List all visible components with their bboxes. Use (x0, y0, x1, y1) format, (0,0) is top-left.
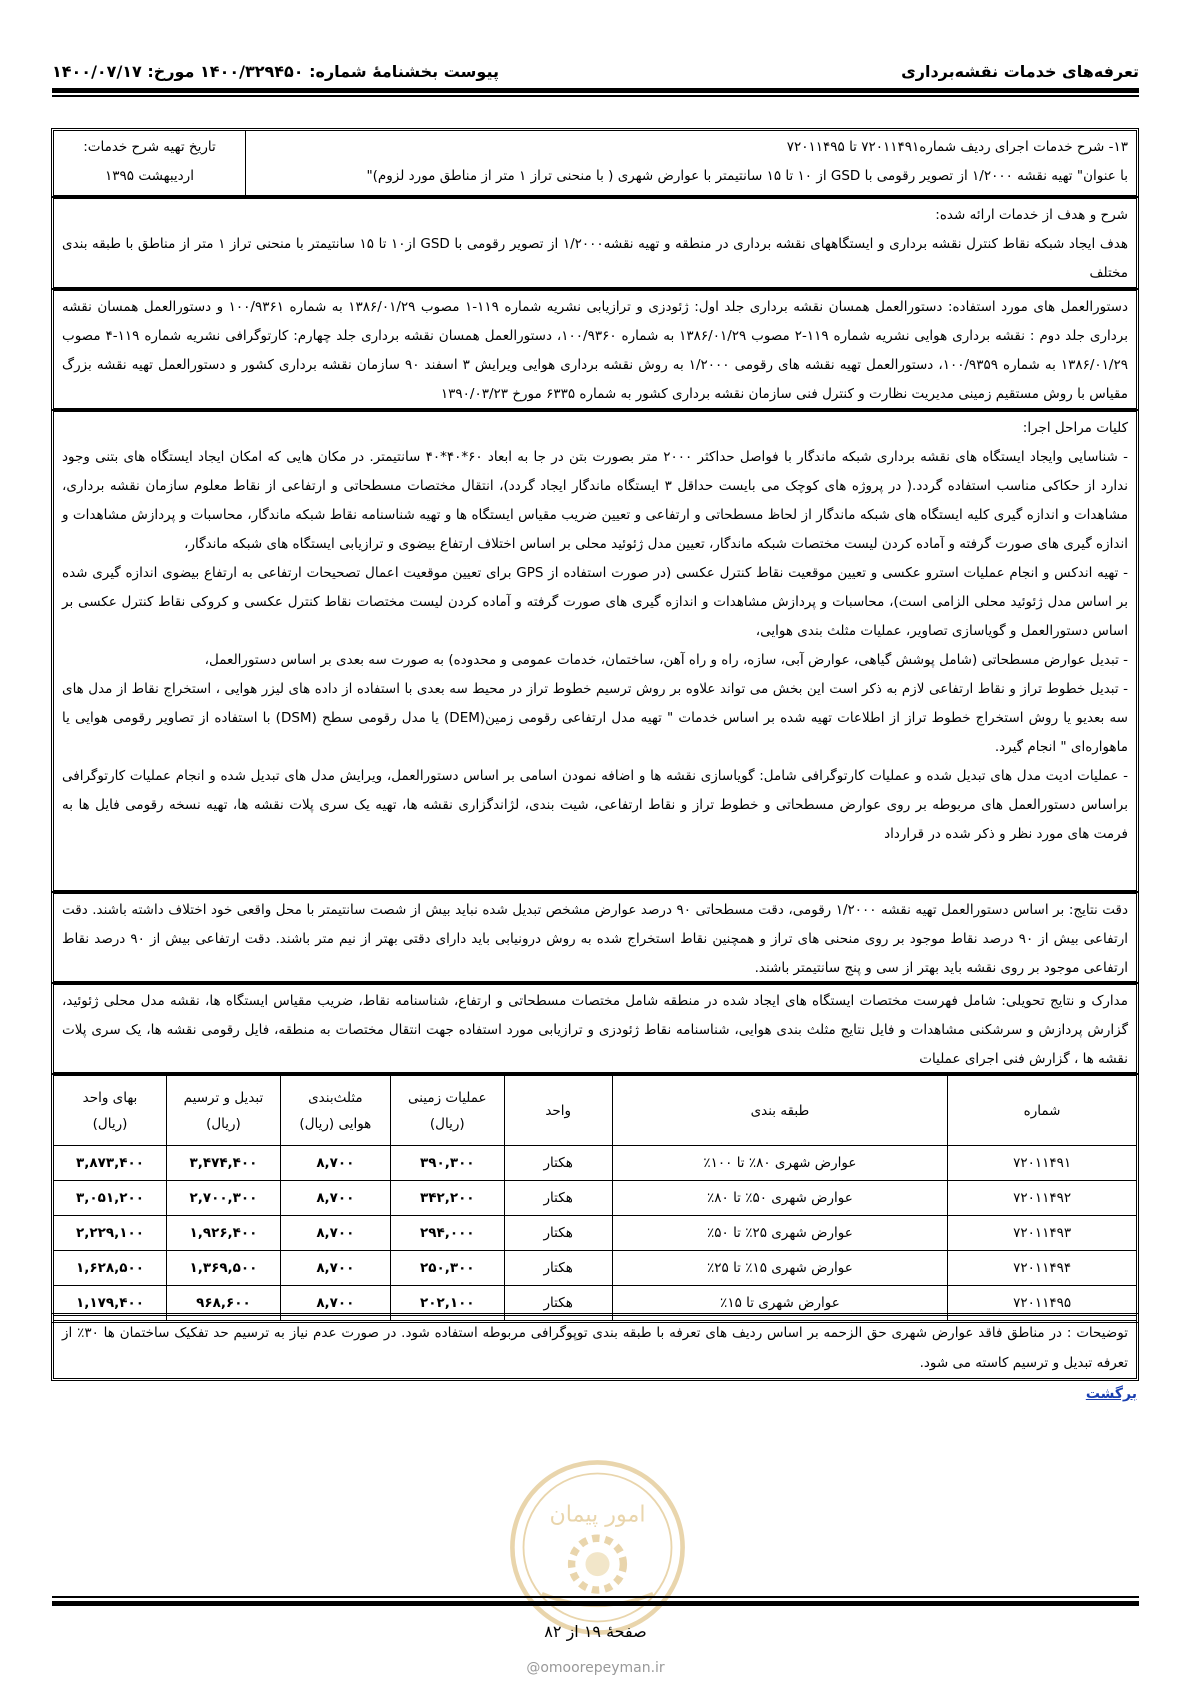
preparation-date-cell (54, 131, 246, 195)
row-unit-price: ۳,۸۷۳,۴۰۰ (54, 1146, 167, 1181)
row-number: ۷۲۰۱۱۴۹۳ (948, 1216, 1137, 1251)
row-unit: هکتار (504, 1251, 612, 1286)
row-conversion: ۱,۹۲۶,۴۰۰ (166, 1216, 280, 1251)
row-ground: ۲۹۴,۰۰۰ (390, 1216, 504, 1251)
process-section (53, 411, 1137, 891)
row-category: عوارض شهری ۸۰٪ تا ۱۰۰٪ (612, 1146, 948, 1181)
service-title-line1: ۱۳- شرح خدمات اجرای ردیف شماره۷۲۰۱۱۴۹۱ تا ۷۲۰۱۱۴۹۵ (786, 139, 1128, 155)
process-item: - تهیه اندکس و انجام عملیات استرو عکسی و تعیین موقعیت نقاط کنترل عکسی (در صورت استفاده از GPS برای تعیین موقعیت اعمال تصحیحات ارتفاعی به ارتفاع بیضوی اندازه گیری شده بر اساس مدل ژئوئید محلی الزامی است)، محاسبات و پردازش مشاهدات و اندازه گیری های صورت گرفته و آماده کردن لیست مختصات نقاط کنترل عکسی و کروکی نقاط کنترل عکسی بر اساس دستورالعمل و گویاسازی تصاویر، عملیات مثلث بندی هوایی، (62, 565, 1128, 639)
page-number: صفحۀ ۱۹ از ۸۲ (544, 1622, 647, 1641)
header-ground-ops: عملیات زمینی (ریال) (390, 1076, 504, 1146)
process-item: - تبدیل خطوط تراز و نقاط ارتفاعی لازم به ذکر است این بخش می تواند علاوه بر روش ترسیم خطوط تراز در محیط سه بعدی با استفاده از داده های لیزر هوایی ، استخراج نقاط از مدل های سه بعدیو یا روش استخراج خطوط تراز از اطلاعات تهیه شده بر اساس خدمات " تهیه مدل ارتفاعی رقومی زمین(DEM) یا مدل رقومی سطح (DSM) با استفاده از تصاویر رقومی هوایی یا ماهواره‌ای " انجام گیرد. (62, 681, 1128, 755)
notes-text: توضیحات : در مناطق فاقد عوارض شهری حق الزحمه بر اساس ردیف های تعرفه با طبقه بندی توپوگرافی مربوطه استفاده شود. در صورت عدم نیاز به ترسیم حد تفکیک ساختمان ها ۳۰٪ از تعرفه تبدیل و ترسیم کاسته می شود. (62, 1325, 1128, 1371)
watermark-logo (505, 1455, 690, 1640)
table-row (54, 1181, 1137, 1216)
table-row (54, 1146, 1137, 1181)
header-aerial-triangulation: مثلث‌بندی هوایی (ریال) (280, 1076, 390, 1146)
process-item: - تبدیل عوارض مسطحاتی (شامل پوشش گیاهی، عوارض آبی، سازه، راه و راه آهن، ساختمان، خدمات عمومی و محدوده) به صورت سه بعدی بر اساس دستورالعمل، (204, 652, 1128, 668)
page-header (52, 58, 1139, 88)
row-unit: هکتار (504, 1216, 612, 1251)
row-ground: ۲۵۰,۳۰۰ (390, 1251, 504, 1286)
row-conversion: ۹۶۸,۶۰۰ (166, 1286, 280, 1321)
accuracy-section (53, 893, 1137, 982)
standards-text: دستورالعمل های مورد استفاده: دستورالعمل همسان نقشه برداری جلد اول: ژئودزی و ترازیابی نشریه شماره ۱۱۹-۱ مصوب ۱۳۸۶/۰۱/۲۹ به شماره ۱۰۰/۹۳۶۱ و دستورالعمل همسان نقشه برداری جلد دوم : نقشه برداری هوایی نشریه شماره ۱۱۹-۲ مصوب ۱۳۸۶/۰۱/۲۹ به شماره ۱۰۰/۹۳۶۰، دستورالعمل همسان نقشه برداری جلد چهارم: کارتوگرافی نشریه شماره ۱۱۹-۴ مصوب ۱۳۸۶/۰۱/۲۹ به شماره ۱۰۰/۹۳۵۹، دستورالعمل تهیه نقشه های رقومی ۱/۲۰۰۰ به روش نقشه برداری هوایی ویرایش ۳ اسفند ۹۰ سازمان نقشه برداری کشور و دستورالعمل تهیه نقشه بزرگ مقیاس با روش مستقیم زمینی مدیریت نظارت و کنترل فنی سازمان نقشه برداری کشور به شماره ۶۳۳۵ مورخ ۱۳۹۰/۰۳/۲۳ (62, 299, 1128, 402)
row-category: عوارض شهری ۲۵٪ تا ۵۰٪ (612, 1216, 948, 1251)
row-category: عوارض شهری ۱۵٪ تا ۲۵٪ (612, 1251, 948, 1286)
service-title-box (53, 130, 1137, 196)
row-unit-price: ۱,۱۷۹,۴۰۰ (54, 1286, 167, 1321)
row-aerial: ۸,۷۰۰ (280, 1286, 390, 1321)
row-aerial: ۸,۷۰۰ (280, 1251, 390, 1286)
description-section (53, 198, 1137, 288)
row-conversion: ۱,۳۶۹,۵۰۰ (166, 1251, 280, 1286)
header-rule-thick (52, 88, 1139, 93)
row-aerial: ۸,۷۰۰ (280, 1146, 390, 1181)
watermark-site: @omoorepeyman.ir (526, 1660, 665, 1676)
header-conversion-drawing: تبدیل و ترسیم (ریال) (166, 1076, 280, 1146)
header-unit-price: بهای واحد (ریال) (54, 1076, 167, 1146)
footer-rule-thin (52, 1596, 1139, 1598)
accuracy-text: دقت نتایج: بر اساس دستورالعمل تهیه نقشه ۱/۲۰۰۰ رقومی، دقت مسطحاتی ۹۰ درصد عوارض مشخص تبدیل شده نباید بیش از شصت سانتیمتر با محل واقعی خود اختلاف داشته باشند. دقت ارتفاعی بیش از ۹۰ درصد نقاط موجود بر روی منحنی های تراز و همچنین نقاط استخراج شده به روش درونیابی باید دارای دقتی بهتر از نیم متر باشند. دقت ارتفاعی بیش از ۹۰ درصد نقاط ارتفاعی موجود بر روی نقشه باید بهتر از سی و پنج سانتیمتر باشند. (62, 902, 1129, 976)
row-aerial: ۸,۷۰۰ (280, 1216, 390, 1251)
service-title (328, 131, 1136, 195)
deliverables-text: مدارک و نتایج تحویلی: شامل فهرست مختصات ایستگاه های ایجاد شده در منطقه شامل مختصات مسطحاتی و ارتفاع، شناسنامه نقاط، ضریب مقیاس ایستگاه ها، نقشه مدل محلی ژئوئید، گزارش پردازش و سرشکنی مشاهدات و فایل نتایج مثلث بندی هوایی، شناسنامه نقاط ژئودزی و ترازیابی مورد استفاده جهت انتقال مختصات به منطقه، فایل رقومی نقشه ها، یک سری پلات نقشه ها ، گزارش فنی اجرای عملیات (62, 993, 1128, 1067)
row-unit-price: ۱,۶۲۸,۵۰۰ (54, 1251, 167, 1286)
tariff-table (53, 1075, 1137, 1321)
row-category: عوارض شهری ۵۰٪ تا ۸۰٪ (612, 1181, 948, 1216)
row-number: ۷۲۰۱۱۴۹۵ (948, 1286, 1137, 1321)
header-unit: واحد (504, 1076, 612, 1146)
row-unit-price: ۳,۰۵۱,۲۰۰ (54, 1181, 167, 1216)
header-category: طبقه بندی (612, 1076, 948, 1146)
description-heading: شرح و هدف از خدمات ارائه شده: (935, 207, 1128, 223)
row-number: ۷۲۰۱۱۴۹۲ (948, 1181, 1137, 1216)
row-category: عوارض شهری تا ۱۵٪ (612, 1286, 948, 1321)
process-item: - عملیات ادیت مدل های تبدیل شده و عملیات کارتوگرافی شامل: گویاسازی نقشه ها و اضافه نمودن اسامی بر اساس دستورالعمل، ویرایش مدل های تبدیل شده و انجام عملیات کارتوگرافی براساس دستورالعمل های مربوطه بر روی عوارض مسطحاتی و خطوط تراز و نقاط ارتفاعی، شیت بندی، لژاندگزاری نقشه ها، تهیه یک سری پلات نقشه ها، تهیه نسخه رقومی فایل ها به فرمت های مورد نظر و ذکر شده در قرارداد (62, 768, 1128, 842)
notes-section (53, 1315, 1137, 1379)
preparation-date-label: تاریخ تهیه شرح خدمات: (83, 139, 216, 155)
header-number: شماره (948, 1076, 1137, 1146)
table-row (54, 1216, 1137, 1251)
header-rule-thin (52, 95, 1139, 97)
service-title-line2: با عنوان" تهیه نقشه ۱/۲۰۰۰ از تصویر رقومی با GSD از ۱۰ تا ۱۵ سانتیمتر با عوارض شهری ( با منحنی تراز ۱ متر از مناطق مورد لزوم)" (366, 168, 1128, 184)
row-number: ۷۲۰۱۱۴۹۱ (948, 1146, 1137, 1181)
standards-section (53, 290, 1137, 409)
description-text: هدف ایجاد شبکه نقاط کنترل نقشه برداری و ایستگاههای نقشه برداری در منطقه و تهیه نقشه۱/۲۰۰۰ از تصویر رقومی با GSD از۱۰ تا ۱۵ سانتیمتر با منحنی تراز ۱ متر از مناطق با طبقه بندی مختلف (62, 236, 1129, 281)
footer-rule-thick (52, 1601, 1139, 1606)
row-unit: هکتار (504, 1146, 612, 1181)
row-number: ۷۲۰۱۱۴۹۴ (948, 1251, 1137, 1286)
row-aerial: ۸,۷۰۰ (280, 1181, 390, 1216)
table-header-row (54, 1076, 1137, 1146)
row-ground: ۳۹۰,۳۰۰ (390, 1146, 504, 1181)
process-item: - شناسایی وایجاد ایستگاه های نقشه برداری شبکه ماندگار با فواصل حداکثر ۲۰۰۰ متر بصورت بتن در جا به ابعاد ۶۰*۴۰*۴۰ سانتیمتر. در مکان هایی که امکان ایجاد ایستگاه های بتنی وجود ندارد از حکاکی مناسب استفاده گردد.( در پروژه های کوچک می بایست حداقل ۳ ایستگاه ماندگار ایجاد گردد)، انتقال مختصات مسطحاتی و ارتفاعی از نقاط معلوم سازمان نقشه برداری، مشاهدات و اندازه گیری کلیه ایستگاه های شبکه ماندگار از لحاظ مسطحاتی و ارتفاعی و تعیین ضریب مقیاس ایستگاه ها و تهیه شناسنامه نقاط شبکه ماندگار، محاسبات و پردازش مشاهدات و اندازه گیری های صورت گرفته و آماده کردن لیست مختصات شبکه ماندگار، تعیین مدل ژئوئید محلی بر اساس اختلاف ارتفاع بیضوی و ترازیابی ایستگاه های شبکه ماندگار، (62, 449, 1128, 552)
row-unit: هکتار (504, 1181, 612, 1216)
row-conversion: ۳,۴۷۴,۴۰۰ (166, 1146, 280, 1181)
row-unit: هکتار (504, 1286, 612, 1321)
row-unit-price: ۲,۲۲۹,۱۰۰ (54, 1216, 167, 1251)
watermark-logo-text: امور پیمان (549, 1501, 646, 1528)
process-heading: کلیات مراحل اجرا: (1022, 420, 1128, 436)
row-ground: ۳۴۲,۲۰۰ (390, 1181, 504, 1216)
circular-reference: پیوست بخشنامۀ شماره: ۱۴۰۰/۳۲۹۴۵۰ مورخ: ۱۴۰۰/۰۷/۱۷ (52, 62, 499, 81)
deliverables-section (53, 984, 1137, 1073)
row-ground: ۲۰۲,۱۰۰ (390, 1286, 504, 1321)
preparation-date-value: اردیبهشت ۱۳۹۵ (105, 168, 194, 184)
document-title: تعرفه‌های خدمات نقشه‌برداری (901, 62, 1139, 81)
row-conversion: ۲,۷۰۰,۳۰۰ (166, 1181, 280, 1216)
table-row (54, 1251, 1137, 1286)
back-link[interactable]: برگشت (1085, 1386, 1137, 1402)
